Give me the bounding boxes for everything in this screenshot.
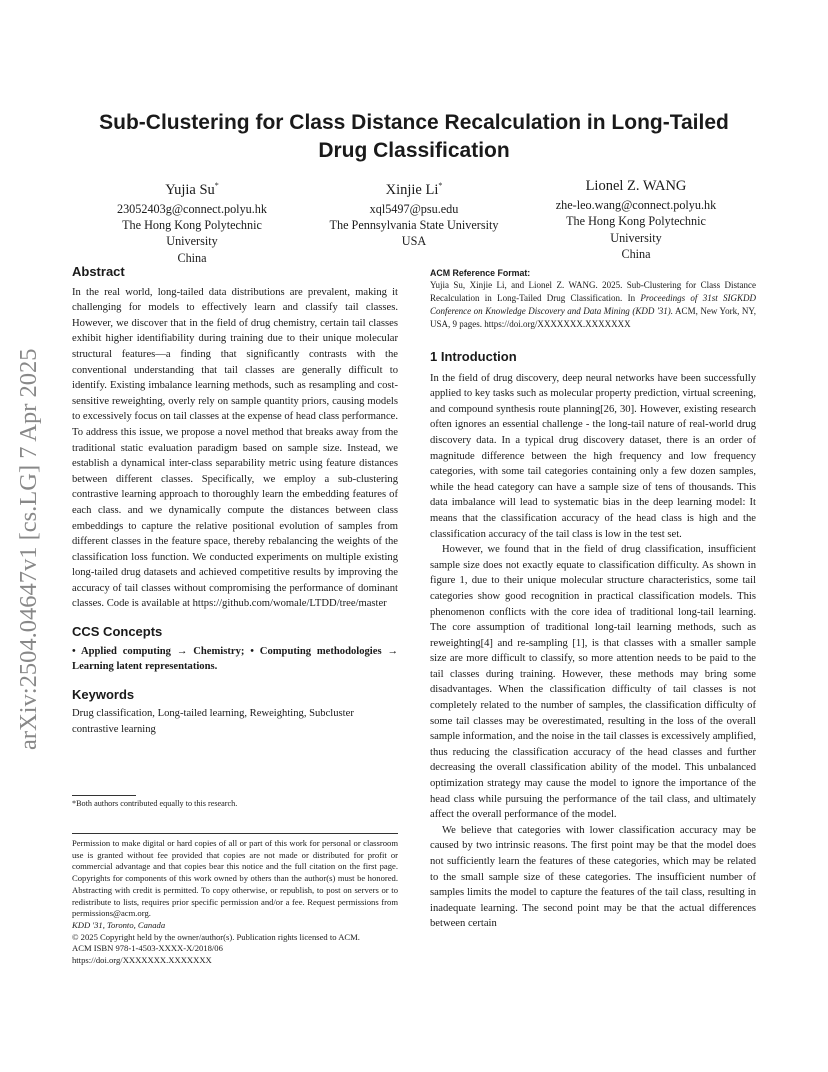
- isbn-line: ACM ISBN 978-1-4503-XXXX-X/2018/06: [72, 943, 223, 954]
- author-country: China: [177, 250, 207, 265]
- acm-reference-part: Yujia Su, Xinjie Li, and Lionel Z. WANG. 2025. Sub-Clustering for Class Distance Recalculation in Long-Tailed Drug Classification. In: [430, 280, 756, 303]
- author-block-2: [294, 176, 534, 250]
- footnote-rule: [72, 795, 136, 796]
- left-column: [72, 264, 398, 738]
- conference-line: KDD '31, Toronto, Canada: [72, 919, 166, 930]
- arxiv-stamp: [10, 300, 50, 750]
- author-country: USA: [401, 234, 427, 249]
- intro-paragraph-3: We believe that categories with lower classification accuracy may be caused by two intrinsic reasons. The first point may be that the model does not sufficiently learn the features of these categories, which may be related to the small sample size of these categories. The insufficient number of samples limits the model to capture the features of the tail class, resulting in inadequate learning. The second point may be that the actual differences between certain: [430, 824, 756, 930]
- title-line-2: Drug Classification: [318, 139, 510, 162]
- author-name: Lionel Z. WANG: [585, 178, 687, 194]
- author-affiliation: The Hong Kong Polytechnic: [122, 218, 262, 233]
- abstract-heading: Abstract: [72, 264, 125, 279]
- author-email: zhe-leo.wang@connect.polyu.hk: [555, 198, 717, 212]
- acm-reference-part: ACM, New York, NY, USA, 9 pages. https://doi.org/XXXXXXX.XXXXXXX: [430, 306, 756, 329]
- acm-reference-text: [430, 279, 756, 331]
- acm-reference-proceedings: Proceedings of 31st SIGKDD Conference on Knowledge Discovery and Data Mining (KDD '31).: [430, 293, 756, 316]
- author-name: Yujia Su: [165, 181, 215, 198]
- abstract-text: In the real world, long-tailed data distributions are prevalent, making it challenging for models to effectively learn and classify tail classes. However, we discover that in the field of drug chemistry, certain tail classes exhibit higher identifiability during training due to their unique molecular structural features—a finding that significantly contrasts with the conventional understanding that tail classes are generally difficult to identify. Existing imbalance learning methods, such as resampling and cost-sensitive reweighting, overly rely on sample quantity priors, causing models to excessively focus on tail classes at the expense of head class performance. To address this issue, we propose a novel method that breaks away from the traditional static evaluation paradigm based on sample size. Instead, we establish a dynamical inter-class separability metric using feature distances between different classes. Specifically, we employ a sub-clustering contrastive learning approach to thoroughly learn the embedding features of each class. and we dynamically compute the distances between class embeddings to capture the relative positional evolution of samples from different classes in the feature space, thereby rebalancing the weights of the classification loss function. We conducted experiments on multiple existing long-tailed drug datasets and achieved competitive results by improving the accuracy of tail classes without compromising the performance of dominant classes. Code is available at https://github.com/womale/LTDD/tree/master: [72, 286, 398, 610]
- intro-heading: 1 Introduction: [430, 349, 517, 364]
- author-block-1: [72, 176, 312, 266]
- author-name: Xinjie Li: [385, 181, 439, 198]
- ccs-heading: CCS Concepts: [72, 624, 163, 640]
- author-block-3: [516, 176, 756, 262]
- author-affiliation: University: [610, 230, 662, 245]
- keywords-text: Drug classification, Long-tailed learning, Reweighting, Subcluster contrastive learning: [72, 708, 354, 736]
- permission-rule: [72, 833, 398, 834]
- equal-contribution-mark: *: [214, 181, 219, 190]
- author-country: China: [621, 246, 651, 261]
- author-affiliation: University: [166, 234, 218, 249]
- author-affiliation: The Pennsylvania State University: [329, 218, 499, 233]
- title-line-1: Sub-Clustering for Class Distance Recalculation in Long-Tailed: [99, 111, 729, 134]
- acm-reference-heading: ACM Reference Format:: [430, 268, 531, 278]
- copyright-line: © 2025 Copyright held by the owner/author(s). Publication rights licensed to ACM.: [72, 931, 360, 942]
- ccs-text: • Applied computing → Chemistry; • Computing methodologies → Learning latent representations.: [72, 645, 398, 673]
- keywords-heading: Keywords: [72, 686, 135, 702]
- intro-paragraph-1: In the field of drug discovery, deep neural networks have been successfully applied to key tasks such as molecular property prediction, virtual screening, and compound synthesis route planning[26, 30]. However, existing research often ignores an essential challenge - the long-tail nature of real-world drug discovery data. In a typical drug discovery dataset, there is an order of magnitude difference between the high frequency and low frequency categories, with some tail categories containing only a few dozen samples, while the head category can have a sample size of tens of thousands. This data imbalance will lead to systematic bias in the deep learning model: It means that the classification accuracy of the head class is high and the classification accuracy of the tail class is low in the test set.: [430, 372, 756, 540]
- right-column: [430, 267, 756, 932]
- author-email: 23052403g@connect.polyu.hk: [116, 201, 267, 216]
- paper-title: [60, 109, 768, 165]
- permission-block: [72, 838, 398, 967]
- author-affiliation: The Hong Kong Polytechnic: [566, 214, 706, 229]
- footnote: *Both authors contributed equally to this research.: [72, 799, 238, 808]
- doi-line: https://doi.org/XXXXXXX.XXXXXXX: [72, 955, 212, 966]
- arxiv-stamp-text: arXiv:2504.04647v1 [cs.LG] 7 Apr 2025: [15, 348, 42, 750]
- author-email: xql5497@psu.edu: [369, 201, 459, 216]
- equal-contribution-mark: *: [438, 181, 443, 190]
- intro-paragraph-2: However, we found that in the field of drug classification, insufficient sample size does not exactly equate to classification difficulty. As shown in figure 1, due to their unique molecular structure characteristics, some tail categories show good recognition in practical classification models. This phenomenon conflicts with the core idea of traditional long-tail learning. The core assumption of traditional long-tail learning methods, such as reweighting[4] and re-sampling [1], is that classes with a smaller sample size are more difficult to classify, so more attention needs to be paid to the tail classes during training. However, these methods may bring some disadvantages. When the classification difficulty of tail classes is not completely related to the number of samples, the classification difficulty of some tail classes may be overestimated, resulting in the loss of the overall sample information, and the noise in the tail classes is excessively amplified, thus reducing the classification accuracy of the head classes and further decreasing the overall classification ability of the model. This unbalanced optimization strategy may cause the model to ignore the importance of the head class while pursuing the performance of the tail class, and ultimately affect the overall performance of the model.: [430, 544, 756, 821]
- permission-text: Permission to make digital or hard copies of all or part of this work for personal or classroom use is granted without fee provided that copies are not made or distributed for profit or commercial advantage and that copies bear this notice and the full citation on the first page. Copyrights for components of this work owned by others than the author(s) must be honored. Abstracting with credit is permitted. To copy otherwise, or republish, to post on servers or to redistribute to lists, requires prior specific permission and/or a fee. Request permissions from permissions@acm.org.: [72, 838, 398, 919]
